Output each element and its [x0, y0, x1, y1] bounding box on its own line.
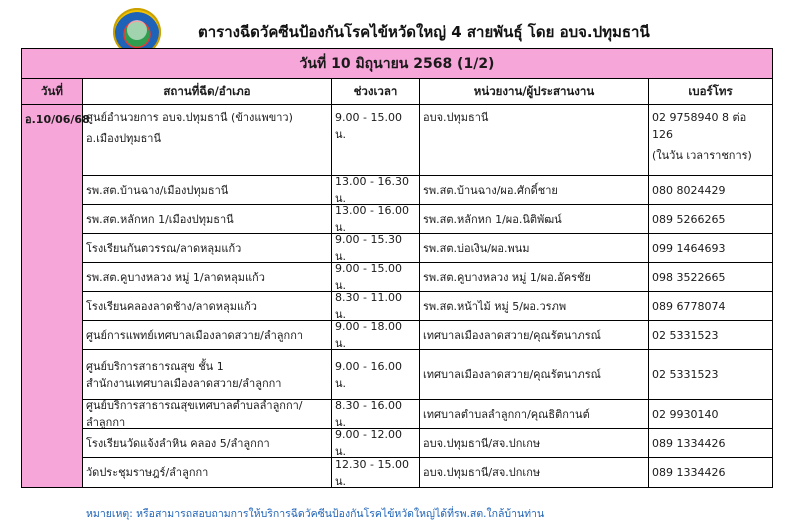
table-row-phone: 02 5331523: [649, 350, 772, 400]
footnote: หมายเหตุ: หรือสามารถสอบถามการให้บริการฉีดวัคซีนป้องกันโรคไข้หวัดใหญ่ได้ที่รพ.สต.ใกล้บ้านท่าน: [86, 508, 545, 520]
location-line-2: อ.เมืองปทุมธานี: [86, 132, 161, 145]
table-row-location: วัดประชุมราษฎร์/ลำลูกกา: [83, 458, 332, 487]
table-row-time: 13.00 - 16.00 น.: [332, 205, 420, 234]
table-row-location: โรงเรียนกันตวรรณ/ลาดหลุมแก้ว: [83, 234, 332, 263]
column-header-agency: หน่วยงาน/ผู้ประสานงาน: [420, 79, 649, 105]
phone-line-1: 02 9758940 8 ต่อ 126: [652, 111, 747, 141]
table-row-time: [332, 105, 420, 176]
table-row-phone: 02 9930140: [649, 400, 772, 429]
vaccine-schedule-table: [21, 48, 773, 488]
location-line-1: ศูนย์อำนวยการ อบจ.ปทุมธานี (ข้างแพขาว): [86, 111, 293, 124]
time-text: 9.00 - 15.00 น.: [335, 111, 402, 141]
table-row-time: 9.00 - 18.00 น.: [332, 321, 420, 350]
table-row-agency: รพ.สต.คูบางหลวง หมู่ 1/ผอ.อัครชัย: [420, 263, 649, 292]
table-body: [22, 105, 772, 487]
table-row-location: โรงเรียนวัดแจ้งลำหิน คลอง 5/ลำลูกกา: [83, 429, 332, 458]
column-header-location: สถานที่ฉีด/อำเภอ: [83, 79, 332, 105]
table-row-location: ศูนย์การแพทย์เทศบาลเมืองลาดสวาย/ลำลูกกา: [83, 321, 332, 350]
table-row-phone: 02 5331523: [649, 321, 772, 350]
table-row-location: [83, 105, 332, 176]
table-row-agency: [420, 105, 649, 176]
table-row-location: [83, 350, 332, 400]
column-header-time: ช่วงเวลา: [332, 79, 420, 105]
date-banner: วันที่ 10 มิถุนายน 2568 (1/2): [22, 49, 772, 79]
table-row-location: ศูนย์บริการสาธารณสุขเทศบาลตำบลลำลูกกา/ลำลูกกา: [83, 400, 332, 429]
table-row-time: 9.00 - 15.30 น.: [332, 234, 420, 263]
table-row-location: รพ.สต.คูบางหลวง หมู่ 1/ลาดหลุมแก้ว: [83, 263, 332, 292]
table-row-time: 8.30 - 11.00 น.: [332, 292, 420, 321]
table-row-agency: รพ.สต.บ่อเงิน/ผอ.พนม: [420, 234, 649, 263]
table-row-agency: รพ.สต.หน้าไม้ หมู่ 5/ผอ.วรภพ: [420, 292, 649, 321]
phone-line-2: (ในวัน เวลาราชการ): [652, 149, 752, 162]
table-row-location: รพ.สต.หลักหก 1/เมืองปทุมธานี: [83, 205, 332, 234]
table-row-phone: 099 1464693: [649, 234, 772, 263]
table-row-time: 9.00 - 15.00 น.: [332, 263, 420, 292]
column-header-phone: เบอร์โทร: [649, 79, 772, 105]
table-row-phone: 089 1334426: [649, 429, 772, 458]
table-row-agency: เทศบาลเมืองลาดสวาย/คุณรัตนาภรณ์: [420, 350, 649, 400]
table-row-agency: เทศบาลเมืองลาดสวาย/คุณรัตนาภรณ์: [420, 321, 649, 350]
table-row-time: 9.00 - 16.00 น.: [332, 350, 420, 400]
table-row-phone: 089 5266265: [649, 205, 772, 234]
table-row-phone: [649, 105, 772, 176]
table-row-agency: รพ.สต.บ้านฉาง/ผอ.ศักดิ์ชาย: [420, 176, 649, 205]
agency-text: อบจ.ปทุมธานี: [423, 111, 489, 124]
table-row-location: รพ.สต.บ้านฉาง/เมืองปทุมธานี: [83, 176, 332, 205]
table-row-time: 8.30 - 16.00 น.: [332, 400, 420, 429]
table-row-time: 12.30 - 15.00 น.: [332, 458, 420, 487]
column-header-date: วันที่: [22, 79, 83, 105]
table-row-phone: 089 1334426: [652, 466, 726, 479]
table-row-agency: รพ.สต.หลักหก 1/ผอ.นิติพัฒน์: [420, 205, 649, 234]
table-row-agency: อบจ.ปทุมธานี/สจ.ปกเกษ: [420, 429, 649, 458]
table-row-phone: 080 8024429: [649, 176, 772, 205]
table-row-time: 13.00 - 16.30 น.: [332, 176, 420, 205]
table-row-time: 9.00 - 12.00 น.: [332, 429, 420, 458]
date-cell: อ.10/06/68: [22, 105, 83, 487]
table-row-phone: 098 3522665: [649, 263, 772, 292]
table-row-agency: เทศบาลตำบลลำลูกกา/คุณธิติกานต์: [420, 400, 649, 429]
page-title: ตารางฉีดวัคซีนป้องกันโรคไข้หวัดใหญ่ 4 สายพันธุ์ โดย อบจ.ปทุมธานี: [198, 23, 650, 41]
location-line-2: สำนักงานเทศบาลเมืองลาดสวาย/ลำลูกกา: [86, 376, 282, 390]
table-row-agency: อบจ.ปทุมธานี/สจ.ปกเกษ: [420, 458, 649, 487]
table-row-location: โรงเรียนคลองลาดช้าง/ลาดหลุมแก้ว: [83, 292, 332, 321]
table-row-phone: 089 6778074: [649, 292, 772, 321]
location-line-1: ศูนย์บริการสาธารณสุข ชั้น 1: [86, 359, 224, 373]
table-header-row: [22, 79, 772, 105]
page-header: [0, 0, 794, 46]
schedule-rows: [83, 105, 772, 487]
